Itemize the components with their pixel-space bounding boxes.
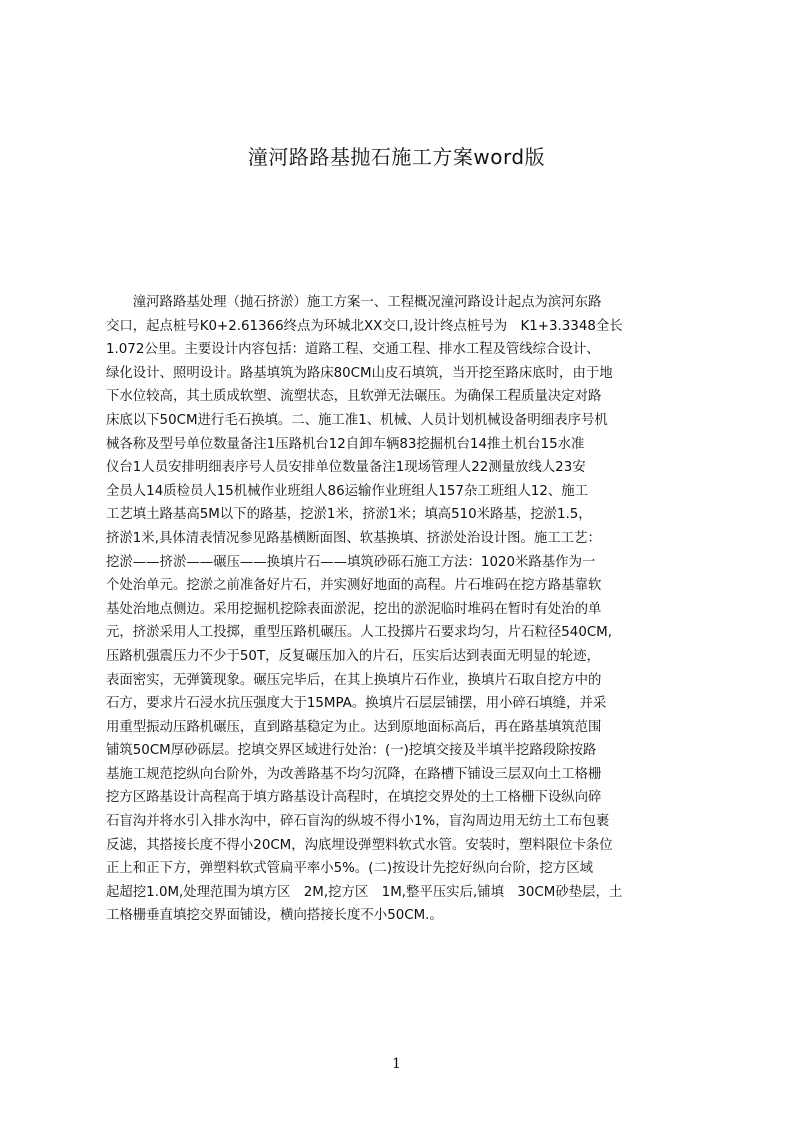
body-text-line: 工格栅垂直填挖交界面铺设，横向搭接长度不小50CM.。 xyxy=(106,908,443,924)
body-text-line: 潼河路路基处理（抛石挤淤）施工方案一、工程概况潼河路设计起点为滨河东路 xyxy=(106,295,602,310)
body-text-line: 用重型振动压路机碾压，直到路基稳定为止。达到原地面标高后，再在路基填筑范围 xyxy=(106,719,602,735)
body-text-line: 绿化设计、照明设计。路基填筑为路床80CM山皮石填筑，当开挖至路床底时，由于地 xyxy=(106,365,613,381)
body-text-line: 挤淤1米,具体清表情况参见路基横断面图、软基换填、挤淤处治设计图。施工工艺： xyxy=(106,530,601,546)
body-text-line: 个处治单元。挖淤之前准备好片石，并实测好地面的高程。片石堆码在挖方路基靠软 xyxy=(106,578,602,594)
body-text-line: 表面密实，无弹簧现象。碾压完毕后，在其上换填片石作业，换填片石取自挖方中的 xyxy=(106,672,602,688)
body-text-line: 石盲沟并将水引入排水沟中，碎石盲沟的纵坡不得小1%，盲沟周边用无纺土工布包裹 xyxy=(106,814,610,830)
body-text-line: 工艺填土路基高5M以下的路基，挖淤1米，挤淤1米；填高510米路基，挖淤1.5， xyxy=(106,507,592,523)
body-text-line: 1.072公里。主要设计内容包括：道路工程、交通工程、排水工程及管线综合设计、 xyxy=(106,342,600,358)
document-body xyxy=(106,291,700,1021)
body-text-line: 挖淤——挤淤——碾压——换填片石——填筑砂砾石施工方法：1020米路基作为一 xyxy=(106,554,596,570)
body-text-line: 全员人14质检员人15机械作业班组人86运输作业班组人157杂工班组人12、施工 xyxy=(106,483,589,499)
body-text-line: 铺筑50CM厚砂砾层。挖填交界区域进行处治：(一)挖填交接及半填半挖路段除按路 xyxy=(106,743,597,759)
body-text-line: 正上和正下方，弹塑料软式管扁平率小5%。(二)按设计先挖好纵向台阶，挖方区域 xyxy=(106,861,593,877)
body-text-line: 挖方区路基设计高程高于填方路基设计高程时，在填挖交界处的土工格栅下设纵向碎 xyxy=(106,790,602,806)
document-title: 潼河路路基抛石施工方案word版 xyxy=(247,145,546,169)
body-text-line: 元，挤淤采用人工投掷，重型压路机碾压。人工投掷片石要求均匀，片石粒径540CM, xyxy=(106,625,612,641)
body-text-line: 石方，要求片石浸水抗压强度大于15MPA。换填片石层层铺摆，用小碎石填缝，并采 xyxy=(106,696,607,712)
page-number: 1 xyxy=(392,1056,401,1072)
body-text-line: 反滤，其搭接长度不得小20CM，沟底埋设弹塑料软式水管。安装时，塑料限位卡条位 xyxy=(106,837,613,853)
body-text-line: 压路机强震压力不少于50T，反复碾压加入的片石，压实后达到表面无明显的轮迹， xyxy=(106,648,600,664)
body-text-line: 起超挖1.0M,处理范围为填方区 2M,挖方区 1M,整平压实后,铺填 30CM砂垫层，土 xyxy=(106,884,623,900)
body-text-line: 床底以下50CM进行毛石换填。二、施工准1、机械、人员计划机械设备明细表序号机 xyxy=(106,412,608,428)
body-text-line: 械各称及型号单位数量备注1压路机台12自卸车辆83挖掘机台14推土机台15水准 xyxy=(106,436,585,452)
body-text-line: 仪台1人员安排明细表序号人员安排单位数量备注1现场管理人22测量放线人23安 xyxy=(106,460,586,476)
body-text-line: 基处治地点侧边。采用挖掘机挖除表面淤泥，挖出的淤泥临时堆码在暂时有处治的单 xyxy=(106,601,602,617)
body-text-line: 基施工规范挖纵向台阶外，为改善路基不均匀沉降，在路槽下铺设三层双向土工格栅 xyxy=(106,766,602,782)
body-text-line: 下水位较高，其土质成软塑、流塑状态，且软弹无法碾压。为确保工程质量决定对路 xyxy=(106,389,602,405)
body-text-line: 交口，起点桩号K0+2.61366终点为环城北XX交口,设计终点桩号为 K1+3.3348全长 xyxy=(106,318,623,334)
